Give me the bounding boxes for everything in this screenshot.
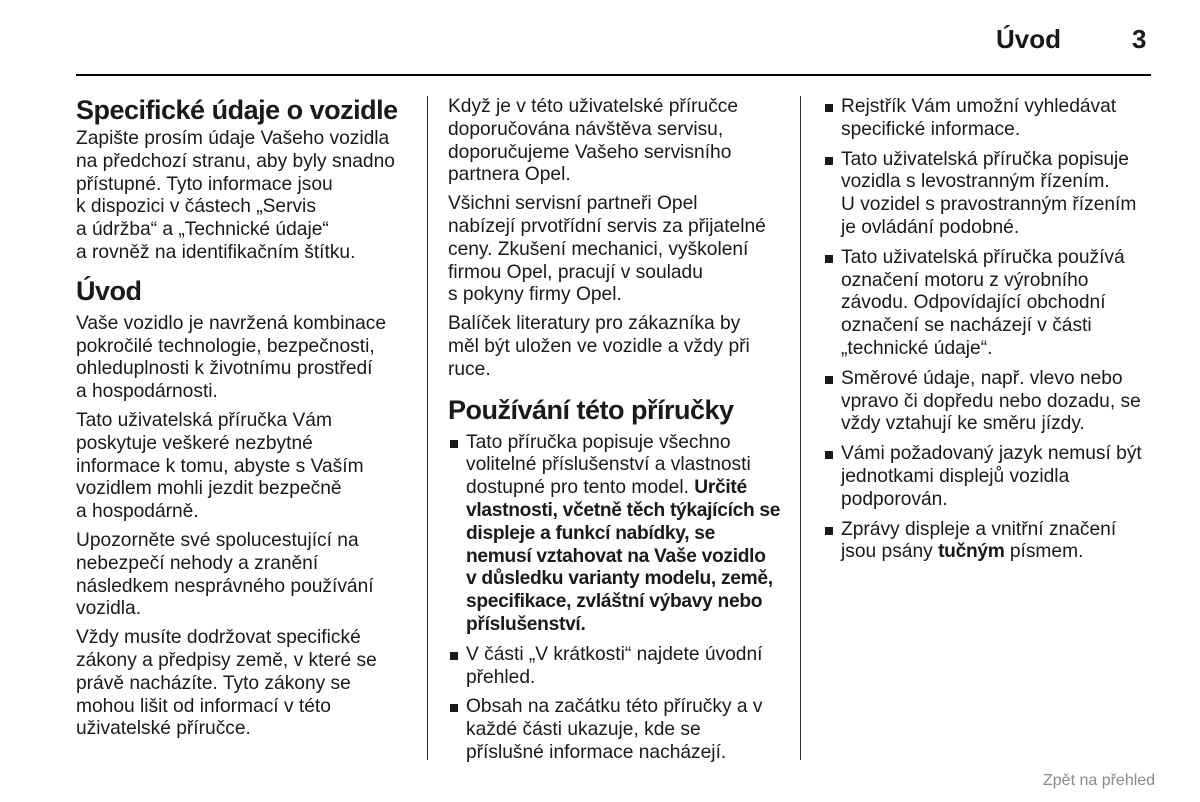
page-header [0, 0, 1200, 78]
list-item-text: Vámi požadovaný jazyk nemusí být jednotkami displejů vozidla podporován. [841, 443, 1142, 510]
list-item-bold-text: Určité vlastnosti, včetně těch týkajících se displeje a funkcí nabídky, se nemusí vztahovat na Vaše vozidlo v důsledku varianty modelu, země, specifikace, zvláštní výbavy nebo příslušenství. [466, 477, 781, 635]
list-item [448, 696, 788, 764]
list-item [823, 368, 1163, 436]
back-to-overview-link[interactable]: Zpět na přehled [1043, 772, 1156, 789]
list-item-text: Obsah na začátku této příručky a v každé části ukazuje, kde se příslušné informace nacházejí. [466, 696, 763, 763]
bullet-square-icon [450, 652, 458, 660]
bullet-square-icon [825, 527, 833, 535]
paragraph: Všichni servisní partneři Opel nabízejí prvotřídní servis za přijatelné ceny. Zkušení mechanici, vyškolení firmou Opel, pracují v souladu s pokyny firmy Opel. [448, 193, 766, 306]
header-divider [76, 74, 1151, 76]
paragraph: Upozorněte své spolucestující na nebezpečí nehody a zranění následkem nesprávného používání vozidla. [76, 529, 374, 620]
bullet-square-icon [450, 440, 458, 448]
list-item [823, 443, 1163, 511]
list-item-text: Tato uživatelská příručka používá označení motoru z výrobního závodu. Odpovídající obchodní označení se nacházejí v části „technické údaje“. [841, 246, 1125, 359]
bullet-square-icon [825, 376, 833, 384]
paragraph: Balíček literatury pro zákazníka by měl být uložen ve vozidle a vždy při ruce. [448, 313, 750, 380]
column-1 [76, 94, 416, 747]
page-number: 3 [1132, 24, 1147, 54]
list-item [823, 96, 1163, 142]
paragraph: Vždy musíte dodržovat specifické zákony a předpisy země, v které se právě nacházíte. Tyto zákony se mohou lišit od informací v této uživatelské příručce. [76, 627, 377, 740]
column-divider-1 [427, 96, 428, 760]
paragraph: Když je v této uživatelské příručce doporučována návštěva servisu, doporučujeme Vašeho servisního partnera Opel. [448, 96, 739, 186]
column-2 [448, 96, 788, 772]
section-heading-intro: Úvod [76, 275, 142, 306]
section-heading-vehicle-data: Specifické údaje o vozidle [76, 95, 398, 125]
running-header-title: Úvod [996, 24, 1061, 54]
bullet-list [448, 432, 788, 765]
section-heading-using-manual: Používání této příručky [448, 394, 734, 425]
paragraph: Zapište prosím údaje Vašeho vozidla na předchozí stranu, aby byly snadno přístupné. Tyto informace jsou k dispozici v částech „Servis a údržba“ a „Technické údaje“ a rovněž na identifikačním štítku. [76, 128, 395, 263]
list-item [823, 149, 1163, 240]
bullet-square-icon [825, 255, 833, 263]
list-item [448, 644, 788, 690]
list-item-text: Rejstřík Vám umožní vyhledávat specifické informace. [841, 96, 1117, 140]
column-divider-2 [800, 96, 801, 760]
list-item-text: Tato příručka popisuje všechno volitelné příslušenství a vlastnosti dostupné pro tento model. [466, 431, 751, 499]
list-item [823, 247, 1163, 361]
paragraph: Tato uživatelská příručka Vám poskytuje veškeré nezbytné informace k tomu, abyste s Vaším vozidlem mohli jezdit bezpečně a hospodárně. [76, 409, 364, 523]
column-3 [823, 96, 1163, 571]
bullet-square-icon [825, 157, 833, 165]
bullet-square-icon [825, 451, 833, 459]
bullet-square-icon [450, 704, 458, 712]
list-item-text: Směrové údaje, např. vlevo nebo vpravo či dopředu nebo dozadu, se vždy vztahují ke směru jízdy. [841, 367, 1141, 435]
list-item [448, 432, 788, 637]
bullet-square-icon [825, 104, 833, 112]
bullet-list [823, 96, 1163, 564]
list-item-bold-text: tučným [938, 541, 1005, 563]
list-item-text: písmem. [1004, 541, 1084, 563]
list-item-text: V části „V krátkosti“ najdete úvodní přehled. [466, 643, 763, 688]
list-item [823, 519, 1163, 565]
list-item-text: Tato uživatelská příručka popisuje vozidla s levostranným řízením. U vozidel s pravostranným řízením je ovládání podobné. [841, 148, 1137, 238]
paragraph: Vaše vozidlo je navržená kombinace pokročilé technologie, bezpečnosti, ohleduplnosti k životnímu prostředí a hospodárnosti. [76, 312, 387, 403]
list-item-text: Zprávy displeje a vnitřní značení jsou psány [841, 518, 1117, 563]
